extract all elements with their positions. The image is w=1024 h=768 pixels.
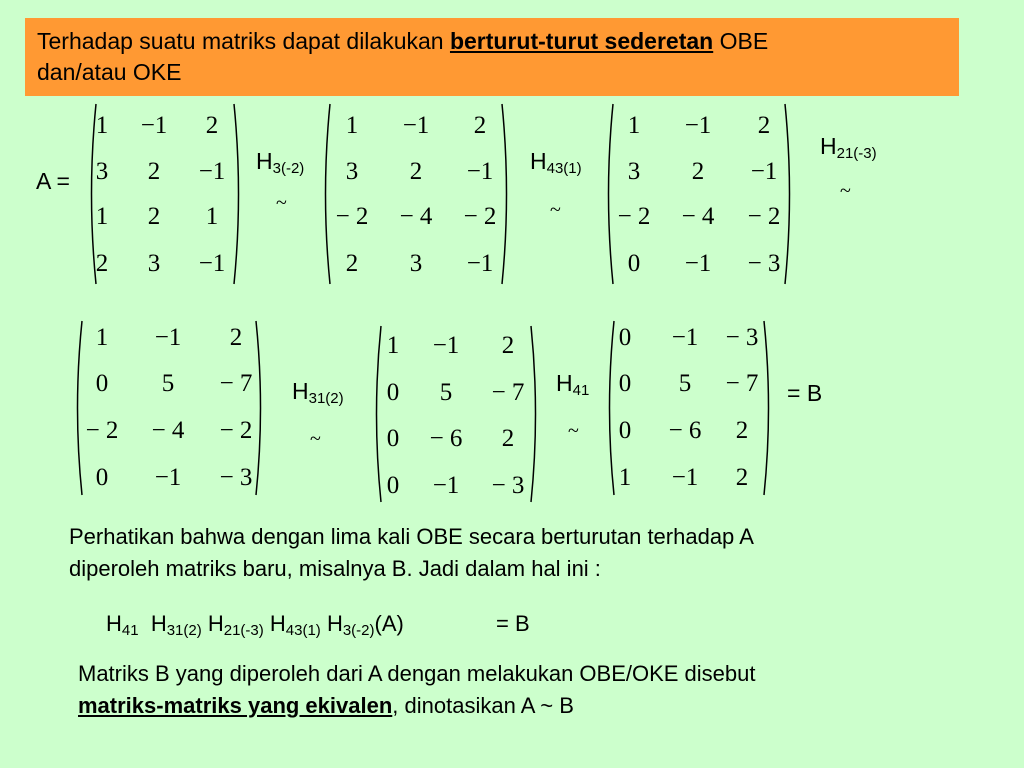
matrix-cell: − 3	[747, 250, 781, 277]
matrix-cell: −1	[154, 464, 182, 491]
matrix-cell: −1	[684, 250, 712, 277]
matrix-b	[604, 320, 774, 496]
matrix-cell: −1	[198, 250, 226, 277]
label-b: = B	[787, 380, 823, 406]
matrix-cell: −1	[140, 112, 168, 139]
tilde-3: ~	[840, 180, 851, 202]
equivalent-matrices-term: matriks-matriks yang ekivalen	[78, 693, 393, 718]
matrix-cell: 3	[95, 158, 109, 185]
matrix-cell: − 6	[429, 425, 463, 452]
matrix-cell: 0	[618, 370, 632, 397]
tilde-4: ~	[310, 428, 321, 450]
matrix-cell: 1	[95, 112, 109, 139]
matrix-cell: 2	[501, 332, 515, 359]
matrix-cell: − 2	[335, 203, 369, 230]
matrix-cell: 2	[501, 425, 515, 452]
matrix-step-4	[371, 325, 541, 503]
matrix-cell: − 2	[617, 203, 651, 230]
matrix-cell: − 7	[725, 370, 759, 397]
matrix-cell: 0	[386, 472, 400, 499]
matrix-cell: 2	[345, 250, 359, 277]
op-h21-3: $H_{21(-3)}$	[820, 133, 877, 162]
matrix-cell: 2	[473, 112, 487, 139]
definition-paragraph: Matriks B yang diperoleh dari A dengan melakukan OBE/OKE disebut matriks-matriks yang ekivalen, dinotasikan A ~ B	[78, 661, 756, 718]
matrix-cell: −1	[402, 112, 430, 139]
matrix-cell: −1	[154, 324, 182, 351]
matrix-cell: 0	[386, 379, 400, 406]
matrix-cell: −1	[466, 158, 494, 185]
label-a: A =	[36, 168, 70, 194]
matrix-cell: − 3	[725, 324, 759, 351]
matrix-cell: 2	[409, 158, 423, 185]
matrix-cell: −1	[671, 324, 699, 351]
explanation-paragraph: Perhatikan bahwa dengan lima kali OBE secara berturutan terhadap A diperoleh matriks baru, misalnya B. Jadi dalam hal ini :	[69, 524, 754, 581]
matrix-cell: 2	[735, 417, 749, 444]
matrix-cell: 2	[229, 324, 243, 351]
matrix-cell: 3	[627, 158, 641, 185]
matrix-cell: − 2	[219, 417, 253, 444]
matrix-cell: 5	[161, 370, 175, 397]
matrix-cell: − 7	[491, 379, 525, 406]
matrix-cell: 2	[205, 112, 219, 139]
matrix-cell: 3	[409, 250, 423, 277]
matrix-cell: − 2	[85, 417, 119, 444]
matrix-cell: 2	[735, 464, 749, 491]
matrix-cell: 2	[147, 203, 161, 230]
matrix-cell: 0	[618, 417, 632, 444]
matrix-cell: − 4	[399, 203, 433, 230]
banner-emphasis: berturut-turut sederetan	[449, 28, 714, 54]
matrix-cell: 2	[691, 158, 705, 185]
matrix-cell: − 6	[668, 417, 702, 444]
op-h31-2: $H_{31(2)}$	[292, 378, 344, 407]
matrix-cell: −1	[198, 158, 226, 185]
tilde-1: ~	[276, 192, 287, 214]
matrix-cell: − 3	[491, 472, 525, 499]
matrix-cell: − 4	[151, 417, 185, 444]
matrix-cell: 5	[439, 379, 453, 406]
matrix-cell: −1	[750, 158, 778, 185]
matrix-cell: −1	[466, 250, 494, 277]
op-h43-1: $H_{43(1)}$	[530, 148, 582, 177]
matrix-cell: 2	[757, 112, 771, 139]
matrix-cell: −1	[432, 332, 460, 359]
matrix-a	[86, 103, 244, 285]
matrix-cell: 3	[345, 158, 359, 185]
matrix-cell: − 2	[747, 203, 781, 230]
matrix-cell: 2	[147, 158, 161, 185]
matrix-cell: − 4	[681, 203, 715, 230]
matrix-cell: 0	[95, 370, 109, 397]
tilde-2: ~	[550, 199, 561, 221]
matrix-cell: 0	[386, 425, 400, 452]
operation-formula: $H_{41}$ $H_{31(2)}$ $H_{21(-3)}$ $H_{43(1)}$ $H_{3(-2)}(A)$	[106, 611, 404, 639]
matrix-cell: 0	[95, 464, 109, 491]
matrix-step-2	[603, 103, 795, 285]
matrix-cell: 0	[627, 250, 641, 277]
matrix-cell: 1	[627, 112, 641, 139]
formula-result: = B	[496, 611, 530, 636]
matrix-cell: − 7	[219, 370, 253, 397]
matrix-cell: −1	[671, 464, 699, 491]
matrix-cell: 1	[618, 464, 632, 491]
matrix-step-3	[72, 320, 266, 496]
matrix-cell: 5	[678, 370, 692, 397]
op-h41: $H_{41}$	[556, 370, 590, 399]
banner-line-1: Terhadap suatu matriks dapat dilakukan berturut-turut sederetan OBE	[37, 28, 769, 54]
banner-line-2: dan/atau OKE	[37, 59, 182, 85]
matrix-cell: 1	[95, 203, 109, 230]
op-h3-2: $H_{3(-2)}$	[256, 148, 305, 177]
matrix-cell: 1	[386, 332, 400, 359]
matrix-cell: 3	[147, 250, 161, 277]
matrix-cell: − 3	[219, 464, 253, 491]
matrix-cell: −1	[432, 472, 460, 499]
matrix-cell: 0	[618, 324, 632, 351]
matrix-step-1	[320, 103, 512, 285]
matrix-cell: 2	[95, 250, 109, 277]
title-banner	[25, 18, 959, 96]
matrix-cell: − 2	[463, 203, 497, 230]
tilde-5: ~	[568, 420, 579, 442]
matrix-cell: 1	[345, 112, 359, 139]
matrix-cell: −1	[684, 112, 712, 139]
matrix-cell: 1	[205, 203, 219, 230]
matrix-cell: 1	[95, 324, 109, 351]
